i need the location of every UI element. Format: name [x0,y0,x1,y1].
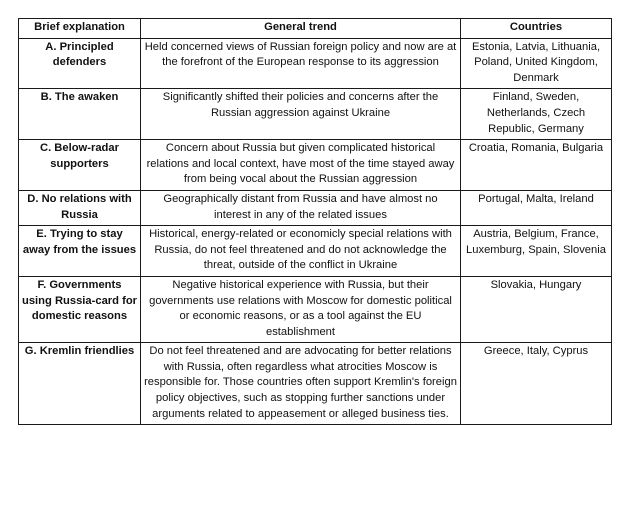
row-explanation: B. The awaken [19,89,141,140]
row-countries: Greece, Italy, Cyprus [461,343,612,425]
row-trend: Historical, energy-related or economicly special relations with Russia, do not feel threatened and do not acknowledge the threat, outside of the conflict in Ukraine [141,226,461,277]
row-explanation: F. Governments using Russia-card for domestic reasons [19,276,141,342]
row-countries: Austria, Belgium, France, Luxemburg, Spain, Slovenia [461,226,612,277]
table-row [19,276,612,342]
table-row [19,226,612,277]
row-explanation: G. Kremlin friendlies [19,343,141,425]
table-row [19,89,612,140]
row-countries: Portugal, Malta, Ireland [461,190,612,225]
row-explanation: E. Trying to stay away from the issues [19,226,141,277]
header-general-trend: General trend [141,19,461,39]
row-trend: Held concerned views of Russian foreign policy and now are at the forefront of the European response to its aggression [141,38,461,89]
table-row [19,190,612,225]
row-trend: Significantly shifted their policies and concerns after the Russian aggression against Ukraine [141,89,461,140]
header-countries: Countries [461,19,612,39]
row-trend: Negative historical experience with Russia, but their governments use relations with Moscow for domestic political or economic reasons, or as a tool against the EU establishment [141,276,461,342]
row-countries: Croatia, Romania, Bulgaria [461,140,612,191]
table-row [19,38,612,89]
row-explanation: D. No relations with Russia [19,190,141,225]
table-row [19,140,612,191]
row-trend: Concern about Russia but given complicated historical relations and local context, have most of the time stayed away from being vocal about the Russian aggression [141,140,461,191]
row-trend: Do not feel threatened and are advocating for better relations with Russia, often regardless what atrocities Moscow is responsible for. Those countries often support Kremlin's foreign policy objectives, such as stopping further sanctions under arguments related to appeasement or alleged business ties. [141,343,461,425]
country-groups-table [18,18,612,425]
row-countries: Slovakia, Hungary [461,276,612,342]
row-countries: Estonia, Latvia, Lithuania, Poland, United Kingdom, Denmark [461,38,612,89]
header-brief-explanation: Brief explanation [19,19,141,39]
row-countries: Finland, Sweden, Netherlands, Czech Republic, Germany [461,89,612,140]
row-explanation: A. Principled defenders [19,38,141,89]
table-row [19,343,612,425]
header-row [19,19,612,39]
row-trend: Geographically distant from Russia and have almost no interest in any of the related issues [141,190,461,225]
row-explanation: C. Below-radar supporters [19,140,141,191]
